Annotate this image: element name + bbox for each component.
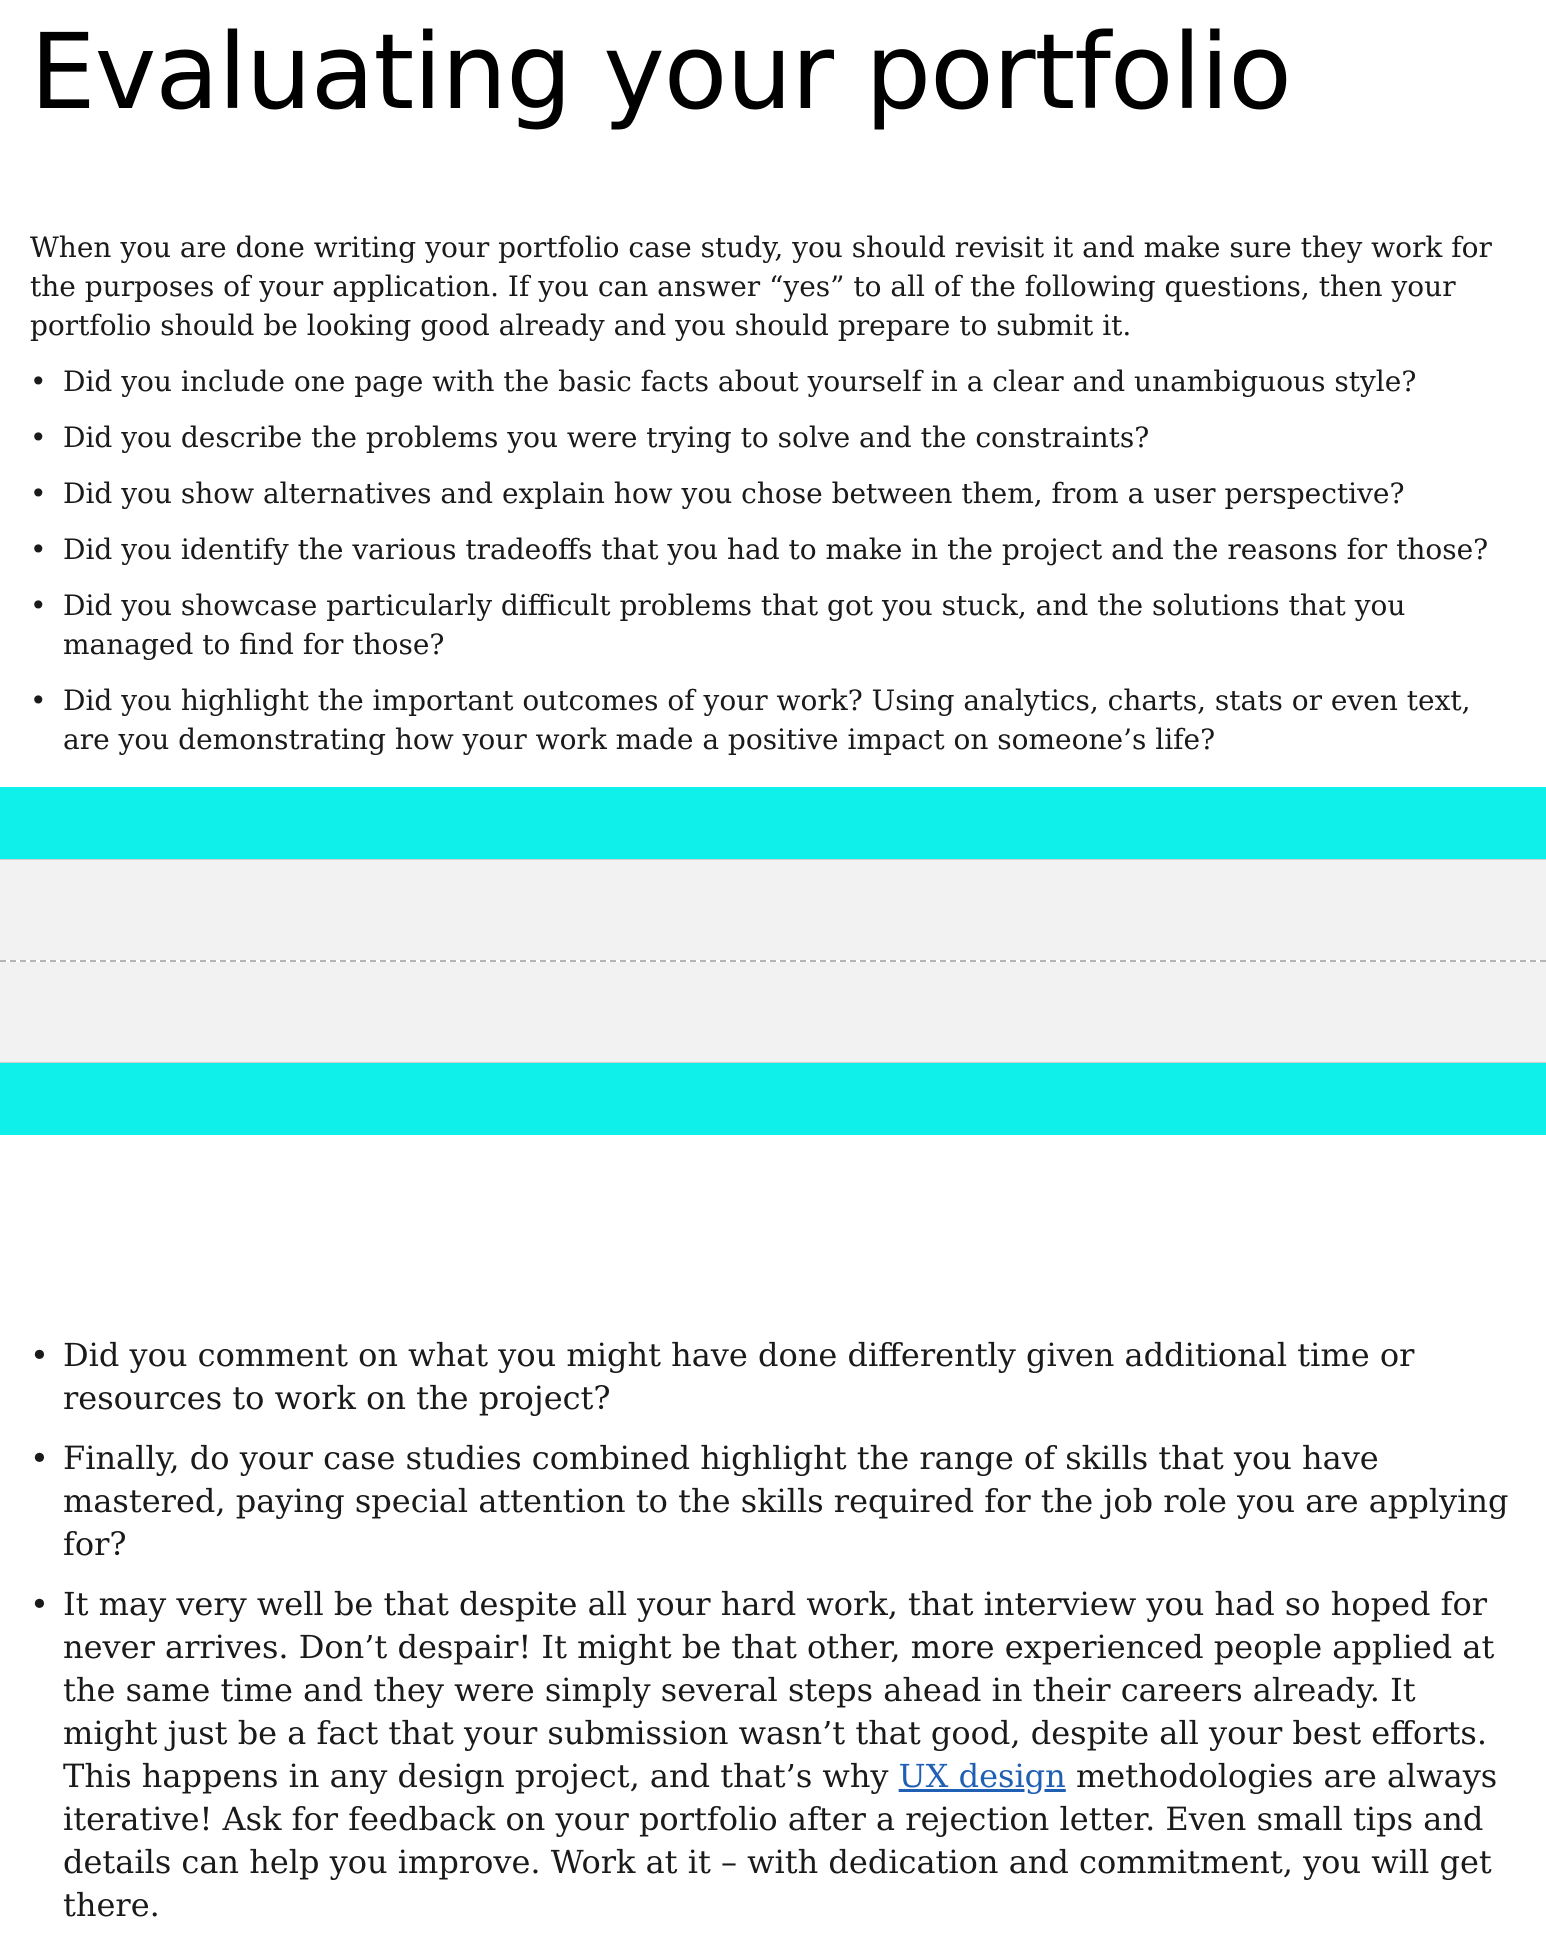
page-gap-bottom [0,962,1546,1063]
list-item [30,530,1514,569]
bullet-icon: • [30,477,47,510]
list-item [30,362,1514,401]
list-item [30,1437,1514,1566]
checklist-bottom [30,1334,1514,1944]
list-item-text: Did you show alternatives and explain how you chose between them, from a user perspective? [63,477,1405,510]
list-item-text: Did you include one page with the basic facts about yourself in a clear and unambiguous style? [63,365,1417,398]
list-item [30,474,1514,513]
page-title: Evaluating your portfolio [30,11,1291,133]
checklist-top [30,362,1514,776]
closing-text-before-link: It may very well be that despite all your hard work, that interview you had so hoped for never arrives. Don’t despair! It might be that other, more experienced people applied at the same time and they were simply several steps ahead in their careers already. It might just be a fact that your submission wasn’t that good, despite all your best efforts. This happens in any design project, and that’s why [63,1585,1495,1795]
page-gap-top [0,859,1546,960]
page-break-band-bottom [0,1063,1546,1135]
ux-design-link[interactable]: UX design [898,1757,1066,1795]
list-item-text: Did you comment on what you might have done differently given additional time or resources to work on the project? [63,1336,1415,1417]
bullet-icon: • [30,421,47,454]
list-item-text: Did you describe the problems you were trying to solve and the constraints? [63,421,1150,454]
list-item [30,681,1514,759]
bullet-icon: • [30,533,47,566]
bullet-icon: • [30,1336,49,1374]
list-item-text: Did you identify the various tradeoffs that you had to make in the project and the reasons for those? [63,533,1489,566]
bullet-icon: • [30,1585,49,1623]
intro-paragraph: When you are done writing your portfolio case study, you should revisit it and make sure they work for the purposes of your application. If you can answer “yes” to all of the following questions, then your portfolio should be looking good already and you should prepare to submit it. [30,231,1492,342]
list-item-text: Did you highlight the important outcomes of your work? Using analytics, charts, stats or even text, are you demonstrating how your work made a positive impact on someone’s life? [63,684,1471,756]
list-item-text: Did you showcase particularly difficult problems that got you stuck, and the solutions that you managed to find for those? [63,589,1406,661]
bullet-icon: • [30,1439,49,1477]
page-break-band-top [0,787,1546,859]
bullet-icon: • [30,365,47,398]
bullet-icon: • [30,684,47,717]
closing-text-after-link: methodologies are always iterative! Ask for feedback on your portfolio after a rejection letter. Even small tips and details can help you improve. Work at it – with dedication and commitment, you will get there. [63,1757,1498,1924]
bullet-icon: • [30,589,47,622]
list-item [30,586,1514,664]
list-item [30,418,1514,457]
list-item [30,1334,1514,1420]
closing-text [63,1585,1497,1924]
list-item-closing [30,1583,1514,1927]
list-item-text: Finally, do your case studies combined highlight the range of skills that you have mastered, paying special attention to the skills required for the job role you are applying for? [63,1439,1509,1563]
